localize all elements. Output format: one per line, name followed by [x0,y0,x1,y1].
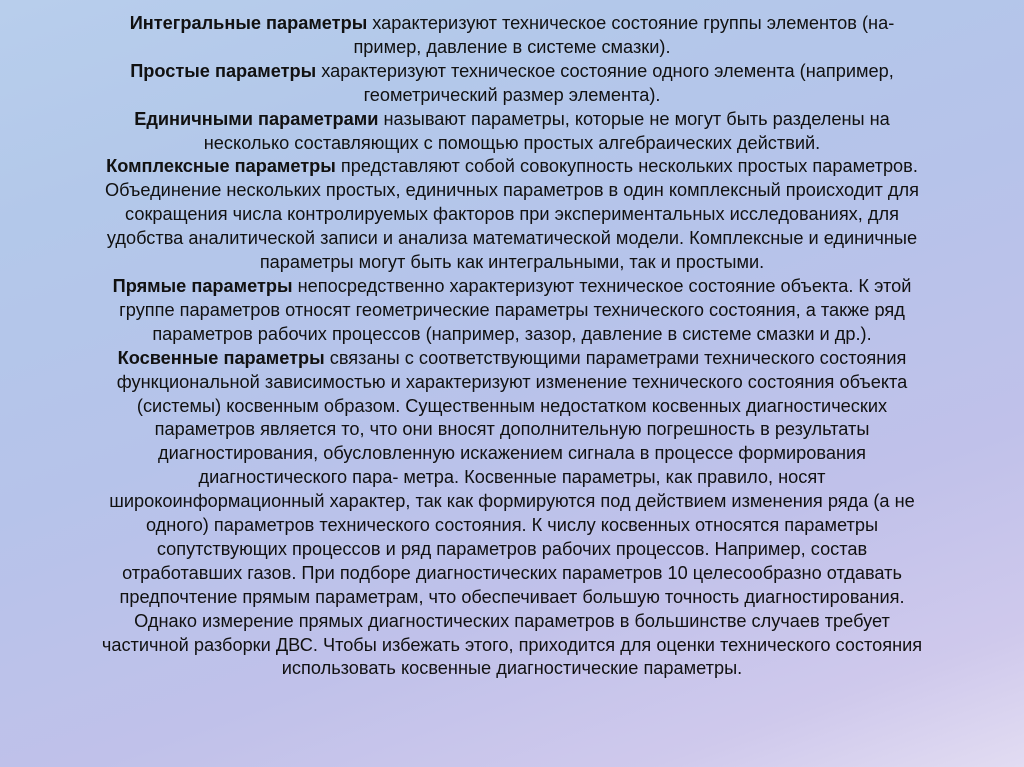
text-line: диагностирования, обусловленную искажением сигнала в процессе формирования [157,443,866,464]
text-line: Объединение нескольких простых, единичных параметров в один комплексный происходит для [105,180,919,201]
text-line: сопутствующих процессов и ряд параметров рабочих процессов. Например, состав [156,538,868,559]
text-line: отработавших газов. При подборе диагностических параметров 10 целесообразно отдавать [122,562,902,583]
term-indirect-parameters: Косвенные параметры [117,347,325,368]
text-line: широкоинформационный характер, так как формируются под действием изменения ряда (а не [109,491,915,512]
text-line: связаны с соответствующими параметрами технического состояния [329,347,907,368]
paragraph-indirect-parameters [20,347,1004,682]
term-integral-parameters: Интегральные параметры [129,13,368,33]
text-line: диагностического пара- метра. Косвенные параметры, как правило, носят [198,467,826,488]
text-line: параметров рабочих процессов (например, зазор, давление в системе смазки и др.). [152,323,872,344]
text-line: использовать косвенные диагностические параметры. [281,658,743,679]
text-line: представляют собой совокупность нескольких простых параметров. [340,156,918,177]
text-line: называют параметры, которые не могут быть разделены на [383,108,890,129]
text-line: удобства аналитической записи и анализа математической модели. Комплексные и единичные [106,228,918,249]
text-line: параметры могут быть как интегральными, так и простыми. [259,252,765,273]
term-unit-parameters: Единичными параметрами [134,108,379,129]
text-line: предпочтение прямым параметрам, что обеспечивает большую точность диагностирования. [119,586,905,607]
text-line: характеризуют техническое состояние группы элементов (на- [372,13,895,33]
text-line: непосредственно характеризуют техническое состояние объекта. К этой [297,275,912,296]
term-complex-parameters: Комплексные параметры [106,156,336,177]
paragraph-integral-parameters [20,12,1004,60]
text-line: функциональной зависимостью и характеризуют изменение технического состояния объекта [116,371,908,392]
slide-text [20,12,1004,681]
paragraph-complex-parameters [20,155,1004,275]
paragraph-simple-parameters [20,60,1004,108]
paragraph-unit-parameters [20,108,1004,156]
text-line: несколько составляющих с помощью простых алгебраических действий. [203,132,821,153]
term-direct-parameters: Прямые параметры [112,275,293,296]
text-line: Однако измерение прямых диагностических параметров в большинстве случаев требует [134,610,890,631]
slide [20,12,1004,702]
text-line: параметров является то, что они вносят дополнительную погрешность в результаты [154,419,870,440]
term-simple-parameters: Простые параметры [130,60,317,81]
text-line: геометрический размер элемента). [363,84,661,105]
paragraph-direct-parameters [20,275,1004,347]
text-line: частичной разборки ДВС. Чтобы избежать этого, приходится для оценки технического состояния [101,634,923,655]
text-line: (системы) косвенным образом. Существенным недостатком косвенных диагностических [136,395,888,416]
text-line: группе параметров относят геометрические параметры технического состояния, а также ряд [119,299,905,320]
text-line: одного) параметров технического состояния. К числу косвенных относятся параметры [145,515,879,536]
text-line: сокращения числа контролируемых факторов при экспериментальных исследованиях, для [125,204,899,225]
text-line: пример, давление в системе смазки). [353,36,671,57]
text-line: характеризуют техническое состояние одного элемента (например, [321,60,894,81]
